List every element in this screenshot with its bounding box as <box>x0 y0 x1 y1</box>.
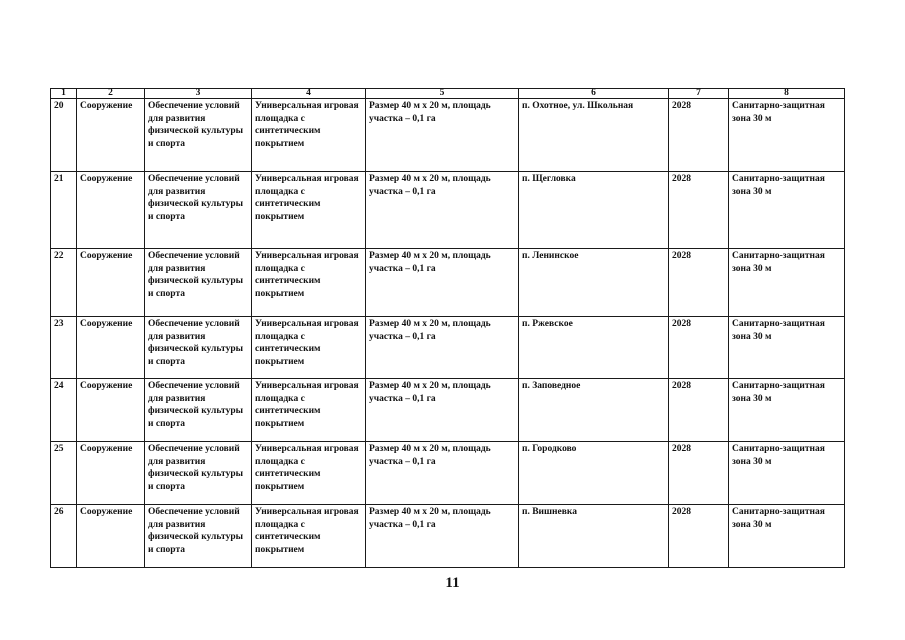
object-zone: Санитарно-защитная зона 30 м <box>729 249 845 317</box>
object-location: п. Заповедное <box>519 379 669 442</box>
object-purpose: Обеспечение условий для развития физической культуры и спорта <box>145 379 252 442</box>
object-specs: Размер 40 м x 20 м, площадь участка – 0,1 га <box>366 172 519 249</box>
object-name: Универсальная игровая площадка с синтетическим покрытием <box>252 99 366 172</box>
object-type: Сооружение <box>77 379 145 442</box>
column-header: 6 <box>519 89 669 99</box>
object-zone: Санитарно-защитная зона 30 м <box>729 442 845 505</box>
object-type: Сооружение <box>77 505 145 568</box>
header-row <box>51 89 845 99</box>
object-name: Универсальная игровая площадка с синтетическим покрытием <box>252 172 366 249</box>
object-type: Сооружение <box>77 99 145 172</box>
object-location: п. Ржевское <box>519 317 669 379</box>
object-specs: Размер 40 м x 20 м, площадь участка – 0,1 га <box>366 249 519 317</box>
table-row <box>51 249 845 317</box>
object-year: 2028 <box>669 317 729 379</box>
object-zone: Санитарно-защитная зона 30 м <box>729 99 845 172</box>
object-purpose: Обеспечение условий для развития физической культуры и спорта <box>145 442 252 505</box>
object-type: Сооружение <box>77 249 145 317</box>
table-row <box>51 317 845 379</box>
object-year: 2028 <box>669 505 729 568</box>
object-specs: Размер 40 м x 20 м, площадь участка – 0,1 га <box>366 379 519 442</box>
objects-table <box>50 88 845 568</box>
table-row <box>51 99 845 172</box>
object-purpose: Обеспечение условий для развития физической культуры и спорта <box>145 317 252 379</box>
object-year: 2028 <box>669 442 729 505</box>
column-header: 8 <box>729 89 845 99</box>
object-location: п. Ленинское <box>519 249 669 317</box>
object-location: п. Охотное, ул. Школьная <box>519 99 669 172</box>
object-location: п. Щегловка <box>519 172 669 249</box>
table-row <box>51 379 845 442</box>
object-type: Сооружение <box>77 442 145 505</box>
column-header: 7 <box>669 89 729 99</box>
row-number: 22 <box>51 249 77 317</box>
row-number: 25 <box>51 442 77 505</box>
row-number: 26 <box>51 505 77 568</box>
row-number: 24 <box>51 379 77 442</box>
object-purpose: Обеспечение условий для развития физической культуры и спорта <box>145 505 252 568</box>
object-year: 2028 <box>669 249 729 317</box>
object-type: Сооружение <box>77 172 145 249</box>
object-year: 2028 <box>669 379 729 442</box>
object-location: п. Вишневка <box>519 505 669 568</box>
object-zone: Санитарно-защитная зона 30 м <box>729 505 845 568</box>
row-number: 21 <box>51 172 77 249</box>
object-specs: Размер 40 м x 20 м, площадь участка – 0,1 га <box>366 99 519 172</box>
object-specs: Размер 40 м x 20 м, площадь участка – 0,1 га <box>366 505 519 568</box>
object-zone: Санитарно-защитная зона 30 м <box>729 379 845 442</box>
object-name: Универсальная игровая площадка с синтетическим покрытием <box>252 249 366 317</box>
object-year: 2028 <box>669 99 729 172</box>
column-header: 3 <box>145 89 252 99</box>
object-name: Универсальная игровая площадка с синтетическим покрытием <box>252 505 366 568</box>
page-number: 11 <box>445 575 460 591</box>
column-header: 4 <box>252 89 366 99</box>
object-name: Универсальная игровая площадка с синтетическим покрытием <box>252 317 366 379</box>
column-header: 5 <box>366 89 519 99</box>
column-header: 2 <box>77 89 145 99</box>
object-zone: Санитарно-защитная зона 30 м <box>729 172 845 249</box>
table-row <box>51 505 845 568</box>
object-zone: Санитарно-защитная зона 30 м <box>729 317 845 379</box>
object-location: п. Городково <box>519 442 669 505</box>
object-specs: Размер 40 м x 20 м, площадь участка – 0,1 га <box>366 442 519 505</box>
object-specs: Размер 40 м x 20 м, площадь участка – 0,1 га <box>366 317 519 379</box>
object-year: 2028 <box>669 172 729 249</box>
table-row <box>51 442 845 505</box>
object-type: Сооружение <box>77 317 145 379</box>
object-purpose: Обеспечение условий для развития физической культуры и спорта <box>145 249 252 317</box>
object-purpose: Обеспечение условий для развития физической культуры и спорта <box>145 99 252 172</box>
row-number: 20 <box>51 99 77 172</box>
column-header: 1 <box>51 89 77 99</box>
row-number: 23 <box>51 317 77 379</box>
object-name: Универсальная игровая площадка с синтетическим покрытием <box>252 379 366 442</box>
object-name: Универсальная игровая площадка с синтетическим покрытием <box>252 442 366 505</box>
table-row <box>51 172 845 249</box>
object-purpose: Обеспечение условий для развития физической культуры и спорта <box>145 172 252 249</box>
